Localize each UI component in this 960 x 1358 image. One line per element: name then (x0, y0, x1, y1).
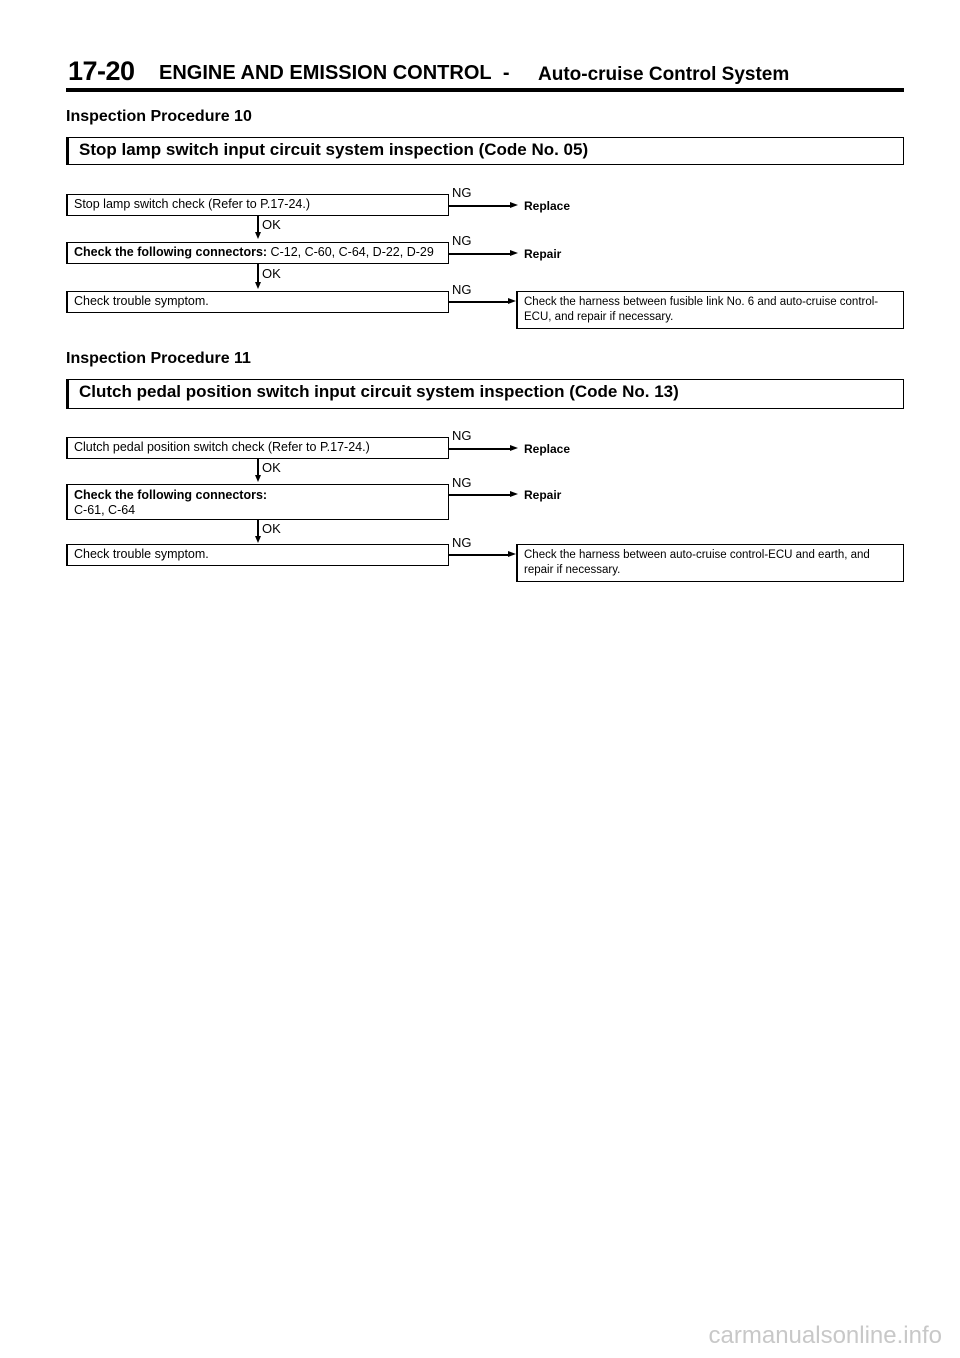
step-text: Check trouble symptom. (74, 547, 209, 561)
step-text: C-12, C-60, C-64, D-22, D-29 (267, 245, 434, 259)
procedure-heading: Inspection Procedure 10 (66, 108, 252, 125)
result-text: Replace (524, 442, 571, 456)
step-box (66, 242, 449, 264)
step-text: C-61, C-64 (74, 503, 136, 517)
arrow-down-icon (255, 536, 261, 543)
arrow-right-icon (510, 202, 518, 208)
page-number: 17-20 (68, 56, 135, 86)
ng-label: NG (452, 233, 472, 248)
ng-connector (449, 554, 511, 556)
flow-connector (257, 264, 259, 284)
step-box (66, 437, 449, 459)
result-box (516, 291, 904, 329)
arrow-down-icon (255, 232, 261, 239)
header-rule (66, 88, 904, 92)
procedure-title-banner: Stop lamp switch input circuit system inspection (Code No. 05) (66, 137, 904, 165)
ng-connector (449, 205, 513, 207)
arrow-right-icon (508, 551, 516, 557)
result-text: Repair (524, 488, 562, 502)
arrow-down-icon (255, 475, 261, 482)
ok-label: OK (262, 521, 281, 536)
ng-connector (449, 301, 511, 303)
arrow-right-icon (510, 445, 518, 451)
section-title (159, 62, 509, 85)
result-text: Repair (524, 247, 562, 261)
step-text: Stop lamp switch check (Refer to P.17-24.) (74, 197, 310, 211)
ng-label: NG (452, 428, 472, 443)
ng-connector (449, 494, 513, 496)
arrow-right-icon (508, 298, 516, 304)
result-text: Check the harness between fusible link No. 6 and auto-cruise control-ECU, and repair if necessary. (524, 296, 879, 323)
arrow-down-icon (255, 282, 261, 289)
watermark: carmanualsonline.info (708, 1322, 942, 1349)
result-box (516, 544, 904, 582)
ng-label: NG (452, 185, 472, 200)
result-text: Check the harness between auto-cruise control-ECU and earth, and repair if necessary. (524, 549, 870, 576)
procedure-heading: Inspection Procedure 11 (66, 350, 251, 367)
ng-connector (449, 253, 513, 255)
ok-label: OK (262, 217, 281, 232)
step-box (66, 194, 449, 216)
step-text-bold: Check the following connectors: (74, 245, 268, 259)
arrow-right-icon (510, 491, 518, 497)
ok-label: OK (262, 266, 281, 281)
step-box (66, 544, 449, 566)
step-box (66, 291, 449, 313)
ok-label: OK (262, 460, 281, 475)
section-name: ENGINE AND EMISSION CONTROL (159, 62, 492, 84)
step-text: Clutch pedal position switch check (Refer to P.17-24.) (74, 440, 370, 454)
title-separator: - (502, 62, 510, 84)
result-text: Replace (524, 199, 571, 213)
step-box (66, 484, 449, 520)
arrow-right-icon (510, 250, 518, 256)
ng-label: NG (452, 282, 472, 297)
ng-label: NG (452, 535, 472, 550)
step-text-bold: Check the following connectors: (74, 488, 268, 502)
ng-label: NG (452, 475, 472, 490)
step-text: Check trouble symptom. (74, 294, 209, 308)
procedure-title-banner: Clutch pedal position switch input circuit system inspection (Code No. 13) (66, 379, 904, 409)
ng-connector (449, 448, 513, 450)
subsection-title: Auto-cruise Control System (538, 64, 790, 85)
